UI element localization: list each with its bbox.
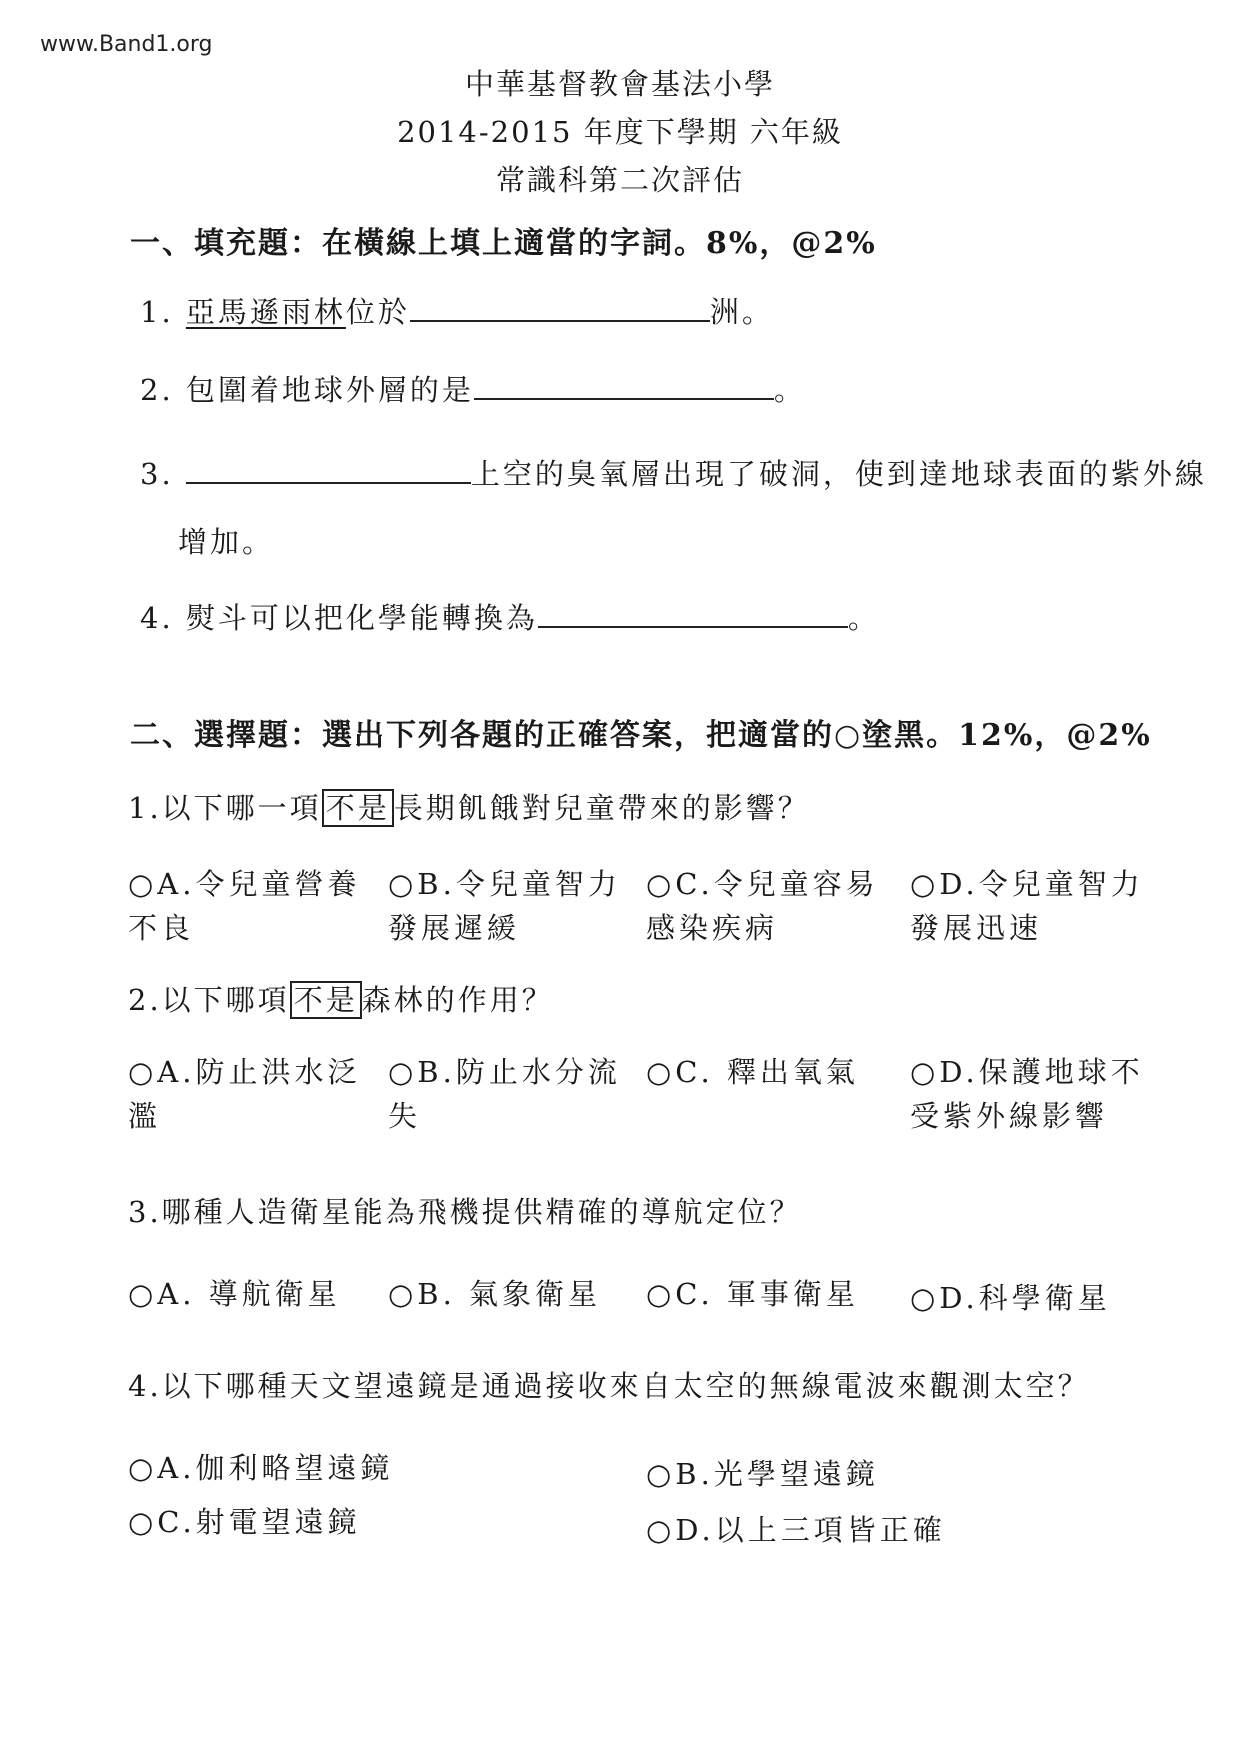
fill-question-1 [140, 290, 774, 331]
mc1-option-a[interactable]: ○A.令兒童營養不良 [128, 867, 361, 945]
mc-question-2 [128, 978, 554, 1019]
question-number: 4. [128, 1369, 162, 1403]
emphasis-box: 不是 [290, 981, 362, 1019]
question-text: 。 [773, 373, 806, 407]
exam-title: 常識科第二次評估 [495, 163, 744, 197]
mc4-option-a[interactable]: ○A.伽利略望遠鏡 [128, 1451, 394, 1485]
school-name: 中華基督教會基法小學 [464, 67, 775, 101]
mc-question-4 [128, 1364, 1090, 1405]
question-number: 4. [140, 601, 174, 635]
question-text: 洲。 [709, 295, 774, 329]
question-number: 2. [128, 983, 162, 1017]
mc4-option-b[interactable]: ○B.光學望遠鏡 [646, 1457, 879, 1491]
question-text: 上空的臭氧層出現了破洞，使到達地球表面的紫外線 [470, 457, 1207, 491]
mc2-option-b[interactable]: ○B.防止水分流失 [388, 1055, 621, 1133]
section1-title: 一、填充題：在橫線上填上適當的字詞。8%，@2% [130, 226, 877, 261]
mc-question-3 [128, 1190, 802, 1231]
question-text: 以下哪種天文望遠鏡是通過接收來自太空的無線電波來觀測太空？ [161, 1369, 1090, 1403]
question-text: 以下哪一項 [161, 791, 322, 825]
question-number: 1. [128, 791, 162, 825]
mc1-option-c[interactable]: ○C.令兒童容易感染疾病 [646, 867, 879, 945]
fill-question-3-continued: 增加。 [178, 525, 275, 559]
question-text: 長期飢餓對兒童帶來的影響？ [393, 791, 810, 825]
question-text: 。 [847, 601, 880, 635]
mc2-option-c[interactable]: ○C. 釋出氧氣 [646, 1055, 859, 1089]
fill-question-2 [140, 368, 806, 409]
mc1-option-b[interactable]: ○B.令兒童智力發展遲緩 [388, 867, 621, 945]
answer-blank[interactable] [186, 456, 471, 484]
question-text: 亞馬遜雨林 [185, 295, 346, 329]
answer-blank[interactable] [538, 600, 848, 628]
question-text: 熨斗可以把化學能轉換為 [185, 601, 538, 635]
question-number: 3. [128, 1195, 162, 1229]
question-number: 1. [140, 295, 174, 329]
fill-question-4 [140, 596, 880, 637]
question-text: 位於 [345, 295, 410, 329]
emphasis-box: 不是 [322, 789, 394, 827]
mc-question-1 [128, 786, 810, 827]
question-text: 森林的作用？ [361, 983, 554, 1017]
question-number: 3. [140, 457, 174, 491]
question-number: 2. [140, 373, 174, 407]
mc3-option-c[interactable]: ○C. 軍事衛星 [646, 1277, 859, 1311]
answer-blank[interactable] [474, 372, 774, 400]
mc2-option-a[interactable]: ○A.防止洪水泛濫 [128, 1055, 361, 1133]
question-text: 以下哪項 [161, 983, 290, 1017]
fill-question-3 [140, 452, 1207, 493]
mc3-option-b[interactable]: ○B. 氣象衛星 [388, 1277, 602, 1311]
mc4-option-c[interactable]: ○C.射電望遠鏡 [128, 1505, 361, 1539]
answer-blank[interactable] [410, 294, 710, 322]
mc3-option-a[interactable]: ○A. 導航衛星 [128, 1277, 341, 1311]
question-text: 包圍着地球外層的是 [185, 373, 474, 407]
term-line: 2014-2015 年度下學期 六年級 [397, 115, 843, 149]
mc2-option-d[interactable]: ○D.保護地球不受紫外線影響 [910, 1055, 1144, 1133]
section2-title: 二、選擇題：選出下列各題的正確答案，把適當的○塗黑。12%，@2% [130, 718, 1152, 753]
mc4-option-d[interactable]: ○D.以上三項皆正確 [646, 1513, 946, 1547]
question-text: 哪種人造衛星能為飛機提供精確的導航定位？ [161, 1195, 802, 1229]
site-watermark: www.Band1.org [40, 32, 213, 57]
mc3-option-d[interactable]: ○D.科學衛星 [910, 1281, 1111, 1315]
mc1-option-d[interactable]: ○D.令兒童智力發展迅速 [910, 867, 1144, 945]
